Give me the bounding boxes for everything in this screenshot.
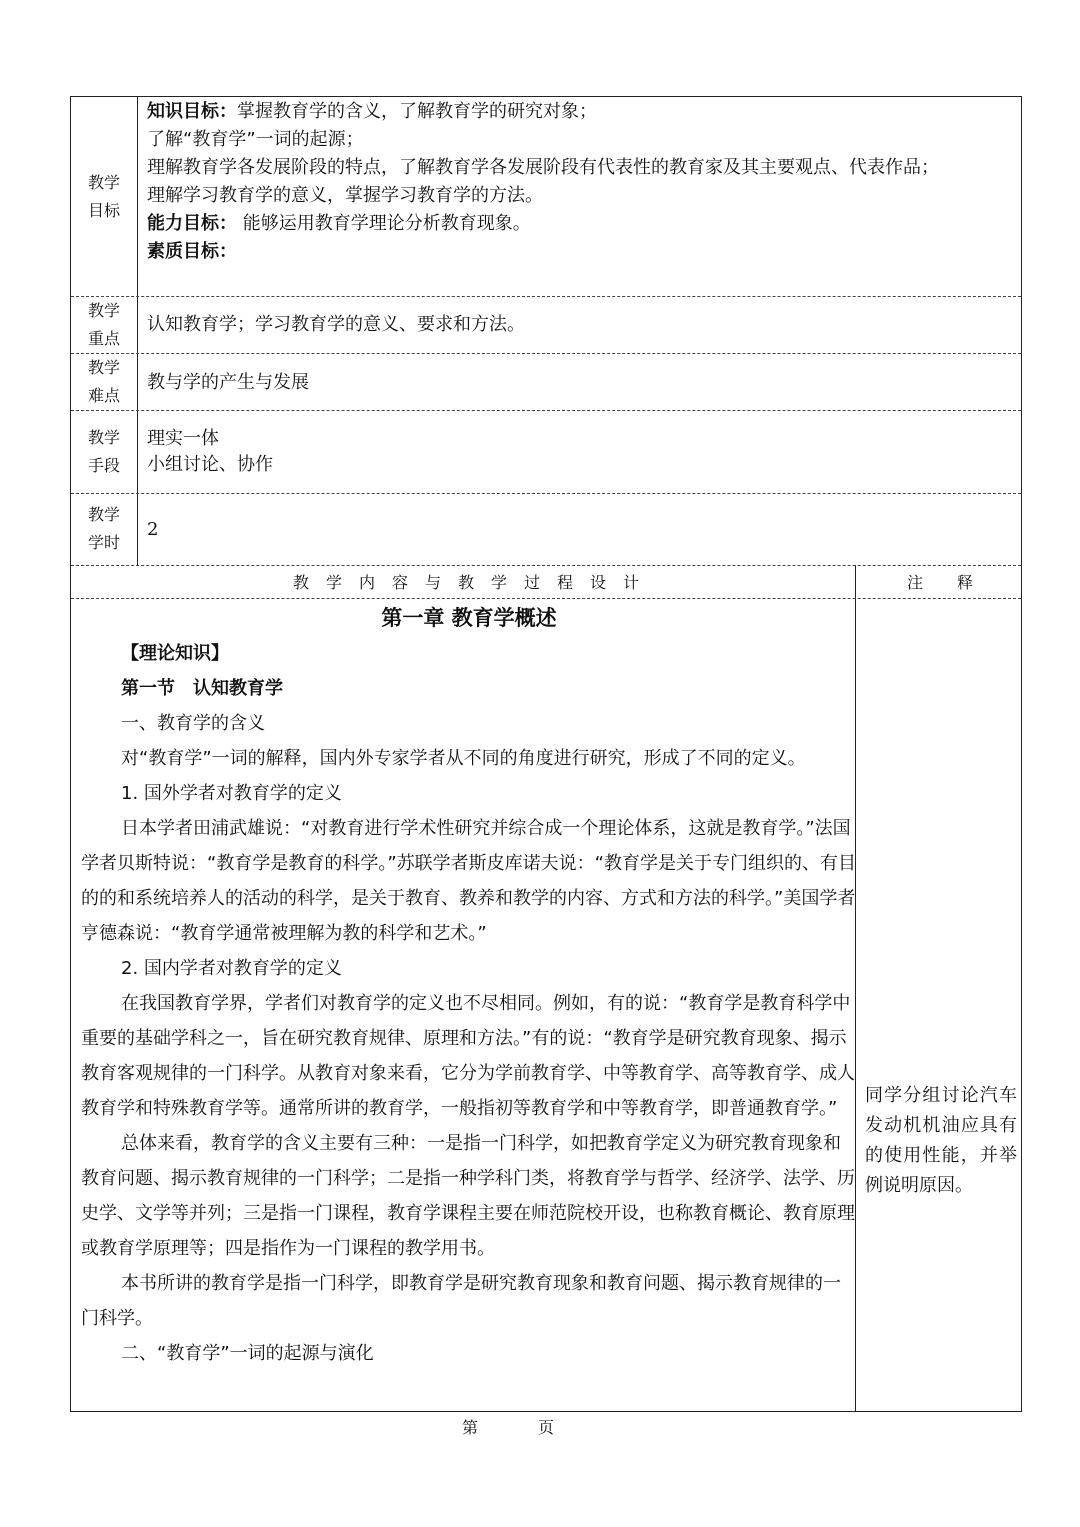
- key-points-text: 认知教育学；学习教育学的意义、要求和方法。: [147, 314, 525, 335]
- subheading: 2. 国内学者对教育学的定义: [121, 958, 342, 979]
- page-label-right: 页: [538, 1418, 555, 1437]
- paragraph: 在我国教育学界，学者们对教育学的定义也不尽相同。例如，有的说：“教育学是教育科学中重要的基础学科之一，旨在研究教育规律、原理和方法。”有的说：“教育学是研究教育现象、揭示教育客观规律的一门科学。从教育对象来看，它分为学前教育学、中等教育学、高等教育学、成人教育学和特殊教育学等。通常所讲的教育学，一般指初等教育学和中等教育学，即普通教育学。”: [81, 993, 855, 1119]
- row-divider: [71, 565, 1021, 566]
- lesson-plan-table: [70, 96, 1022, 1412]
- objectives-label: 教学 目标: [87, 173, 120, 220]
- section-title: 第一节 认知教育学: [121, 678, 283, 699]
- objective-line: 了解“教育学”一词的起源；: [147, 129, 364, 150]
- objective-line: 理解学习教育学的意义，掌握学习教育学的方法。: [147, 185, 543, 206]
- means-text: 理实一体 小组讨论、协作: [147, 428, 273, 475]
- row-divider: [71, 353, 1021, 354]
- objective-line: 理解教育学各发展阶段的特点，了解教育学各发展阶段有代表性的教育家及其主要观点、代表作品；: [147, 157, 939, 178]
- notes-header: 注释: [907, 573, 1008, 592]
- subheading: 二、“教育学”一词的起源与演化: [121, 1343, 374, 1364]
- paragraph: 对“教育学”一词的解释，国内外专家学者从不同的角度进行研究，形成了不同的定义。: [121, 748, 806, 769]
- key-points-label: 教学 重点: [87, 301, 120, 348]
- chapter-title: 第一章 教育学概述: [381, 606, 557, 630]
- row-divider: [71, 493, 1021, 494]
- design-header: 教学内容与教学过程设计: [293, 573, 657, 592]
- row-divider: [71, 410, 1021, 411]
- lesson-content: [81, 600, 857, 1371]
- row-divider: [71, 598, 1021, 599]
- paragraph: 日本学者田浦武雄说：“对教育进行学术性研究并综合成一个理论体系，这就是教育学。”法国学者贝斯特说：“教育学是教育的科学。”苏联学者斯皮库诺夫说：“教育学是关于专门组织的、有目的的和系统培养人的活动的科学，是关于教育、教养和教学的内容、方式和方法的科学。”美国学者亨德森说：“教育学通常被理解为教的科学和艺术。”: [81, 818, 856, 944]
- subheading: 1. 国外学者对教育学的定义: [121, 783, 342, 804]
- paragraph: 本书所讲的教育学是指一门科学，即教育学是研究教育现象和教育问题、揭示教育规律的一门科学。: [81, 1273, 841, 1329]
- hours-value: 2: [147, 519, 159, 540]
- discussion-note: 同学分组讨论汽车发动机机油应具有的使用性能，并举例说明原因。: [865, 1085, 1017, 1196]
- page-label-left: 第: [462, 1418, 479, 1437]
- objective-line: 素质目标：: [147, 241, 237, 262]
- theory-heading: 【理论知识】: [121, 643, 229, 664]
- label-column-divider: [137, 97, 138, 565]
- subheading: 一、教育学的含义: [121, 713, 265, 734]
- means-label: 教学 手段: [87, 428, 120, 475]
- hours-label: 教学 学时: [87, 505, 120, 552]
- difficulties-text: 教与学的产生与发展: [147, 372, 309, 393]
- difficulties-label: 教学 难点: [87, 358, 120, 405]
- objective-line: 知识目标：掌握教育学的含义，了解教育学的研究对象；: [147, 101, 597, 122]
- paragraph: 总体来看，教育学的含义主要有三种：一是指一门科学，如把教育学定义为研究教育现象和教育问题、揭示教育规律的一门科学；二是指一种学科门类，将教育学与哲学、经济学、法学、历史学、文学等并列；三是指一门课程，教育学课程主要在师范院校开设，也称教育概论、教育原理或教育学原理等；四是指作为一门课程的教学用书。: [81, 1133, 855, 1259]
- objectives-text: [147, 98, 939, 266]
- objective-line: 能力目标： 能够运用教育学理论分析教育现象。: [147, 213, 531, 234]
- row-divider: [71, 296, 1021, 297]
